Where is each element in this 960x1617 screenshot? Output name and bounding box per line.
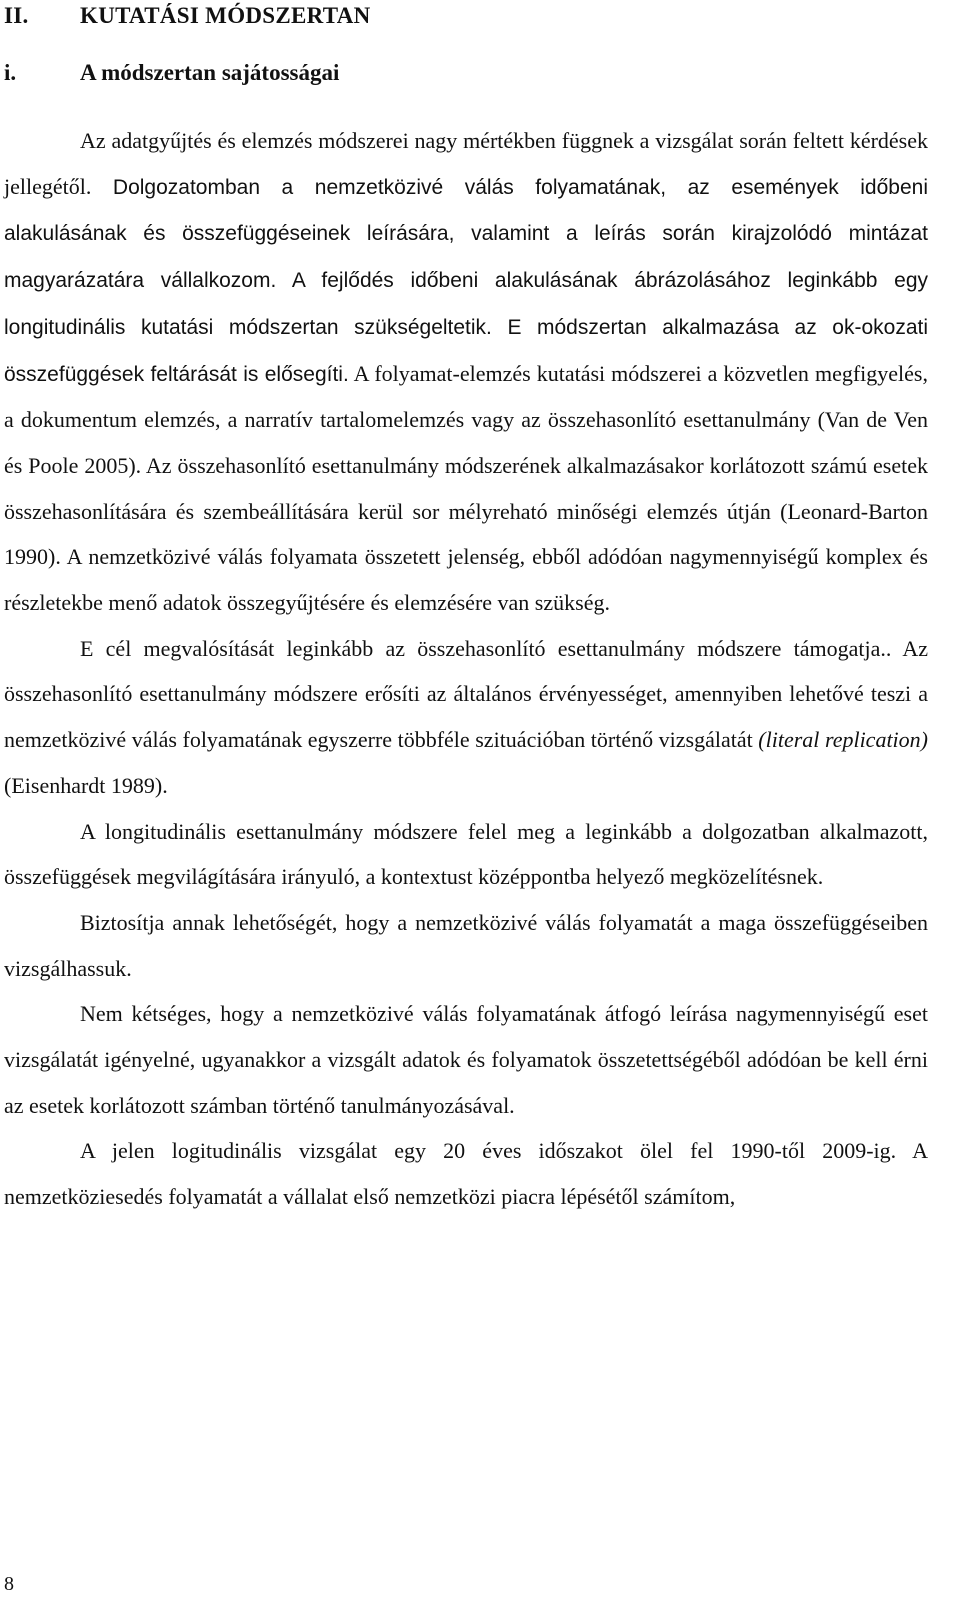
paragraph-2-text-a: E cél megvalósítását leginkább az összehasonlító esettanulmány módszere támogatja.. Az összehasonlító esettanulmány módszere erősíti az általános érvényességet, amennyiben lehetővé teszi a nemzetközivé válás folyamatának egyszerre többféle szituációban történő vizsgálatát [4, 635, 928, 753]
paragraph-3-text: A longitudinális esettanulmány módszere felel meg a leginkább a dolgozatban alkalmazott, összefüggések megvilágítására irányuló, a kontextust középpontba helyező megközelítésnek. [4, 818, 928, 890]
body-text [4, 118, 928, 1220]
bullet-icon [0, 809, 4, 855]
section-heading [4, 60, 339, 86]
paragraph-1-text-c: A folyamat-elemzés kutatási módszerei a közvetlen megfigyelés, a dokumentum elemzés, a narratív tartalomelemzés vagy az összehasonlító esettanulmány (Van de Ven és Poole 2005). Az összehasonlító esettanulmány módszerének alkalmazásakor korlátozott számú esetek összehasonlítására és szembeállítására kerül sor mélyreható minőségi elemzés útján (Leonard-Barton 1990). A nemzetközivé válás folyamata összetett jelenség, ebből adódóan nagymennyiségű komplex és részletekbe menő adatok összegyűjtésére és elemzésére van szükség. [4, 360, 928, 616]
bullet-paragraph-1 [4, 118, 928, 626]
bullet-paragraph-4 [4, 900, 928, 991]
paragraph-2-text-b: (Eisenhardt 1989). [4, 772, 168, 798]
page-number: 8 [4, 1573, 14, 1595]
chapter-number: II. [4, 3, 29, 28]
chapter-title: KUTATÁSI MÓDSZERTAN [80, 3, 371, 28]
chapter-heading [4, 3, 371, 29]
bullet-paragraph-5 [4, 991, 928, 1128]
bullet-icon [0, 900, 4, 946]
paragraph-5-text: Nem kétséges, hogy a nemzetközivé válás folyamatának átfogó leírása nagymennyiségű eset vizsgálatát igényelné, ugyanakkor a vizsgált adatok és folyamatok összetettségéből adódóan be kell érni az esetek korlátozott számban történő tanulmányozásával. [4, 1001, 928, 1118]
section-number: i. [4, 60, 17, 85]
bullet-paragraph-2 [4, 626, 928, 809]
bullet-paragraph-6 [4, 1128, 928, 1219]
bullet-icon [0, 626, 4, 672]
section-title: A módszertan sajátosságai [80, 60, 340, 85]
bullet-icon [0, 991, 4, 1037]
bullet-paragraph-3 [4, 809, 928, 900]
paragraph-1-text-b: Dolgozatomban a nemzetközivé válás folyamatának, az események időbeni alakulásának és összefüggéseinek leírására, valamint a leírás során kirajzolódó mintázat magyarázatára vállalkozom. A fejlődés időbeni alakulásának ábrázolásához leginkább egy longitudinális kutatási módszertan szükségeltetik. E módszertan alkalmazása az ok-okozati összefüggések feltárását is elősegíti. [4, 175, 928, 386]
paragraph-1-text-a: Az adatgyűjtés és elemzés módszerei nagy mértékben függnek a vizsgálat során feltett kérdések jellegétől. [4, 128, 928, 199]
bullet-icon [0, 1128, 4, 1174]
paragraph-2-italic: (literal replication) [758, 727, 928, 753]
paragraph-6-text: A jelen logitudinális vizsgálat egy 20 éves időszakot ölel fel 1990-től 2009-ig. A nemzetköziesedés folyamatát a vállalat első nemzetközi piacra lépésétől számítom, [4, 1138, 928, 1210]
paragraph-4-text: Biztosítja annak lehetőségét, hogy a nemzetközivé válás folyamatát a maga összefüggéseiben vizsgálhassuk. [4, 909, 928, 981]
bullet-icon [0, 118, 4, 164]
